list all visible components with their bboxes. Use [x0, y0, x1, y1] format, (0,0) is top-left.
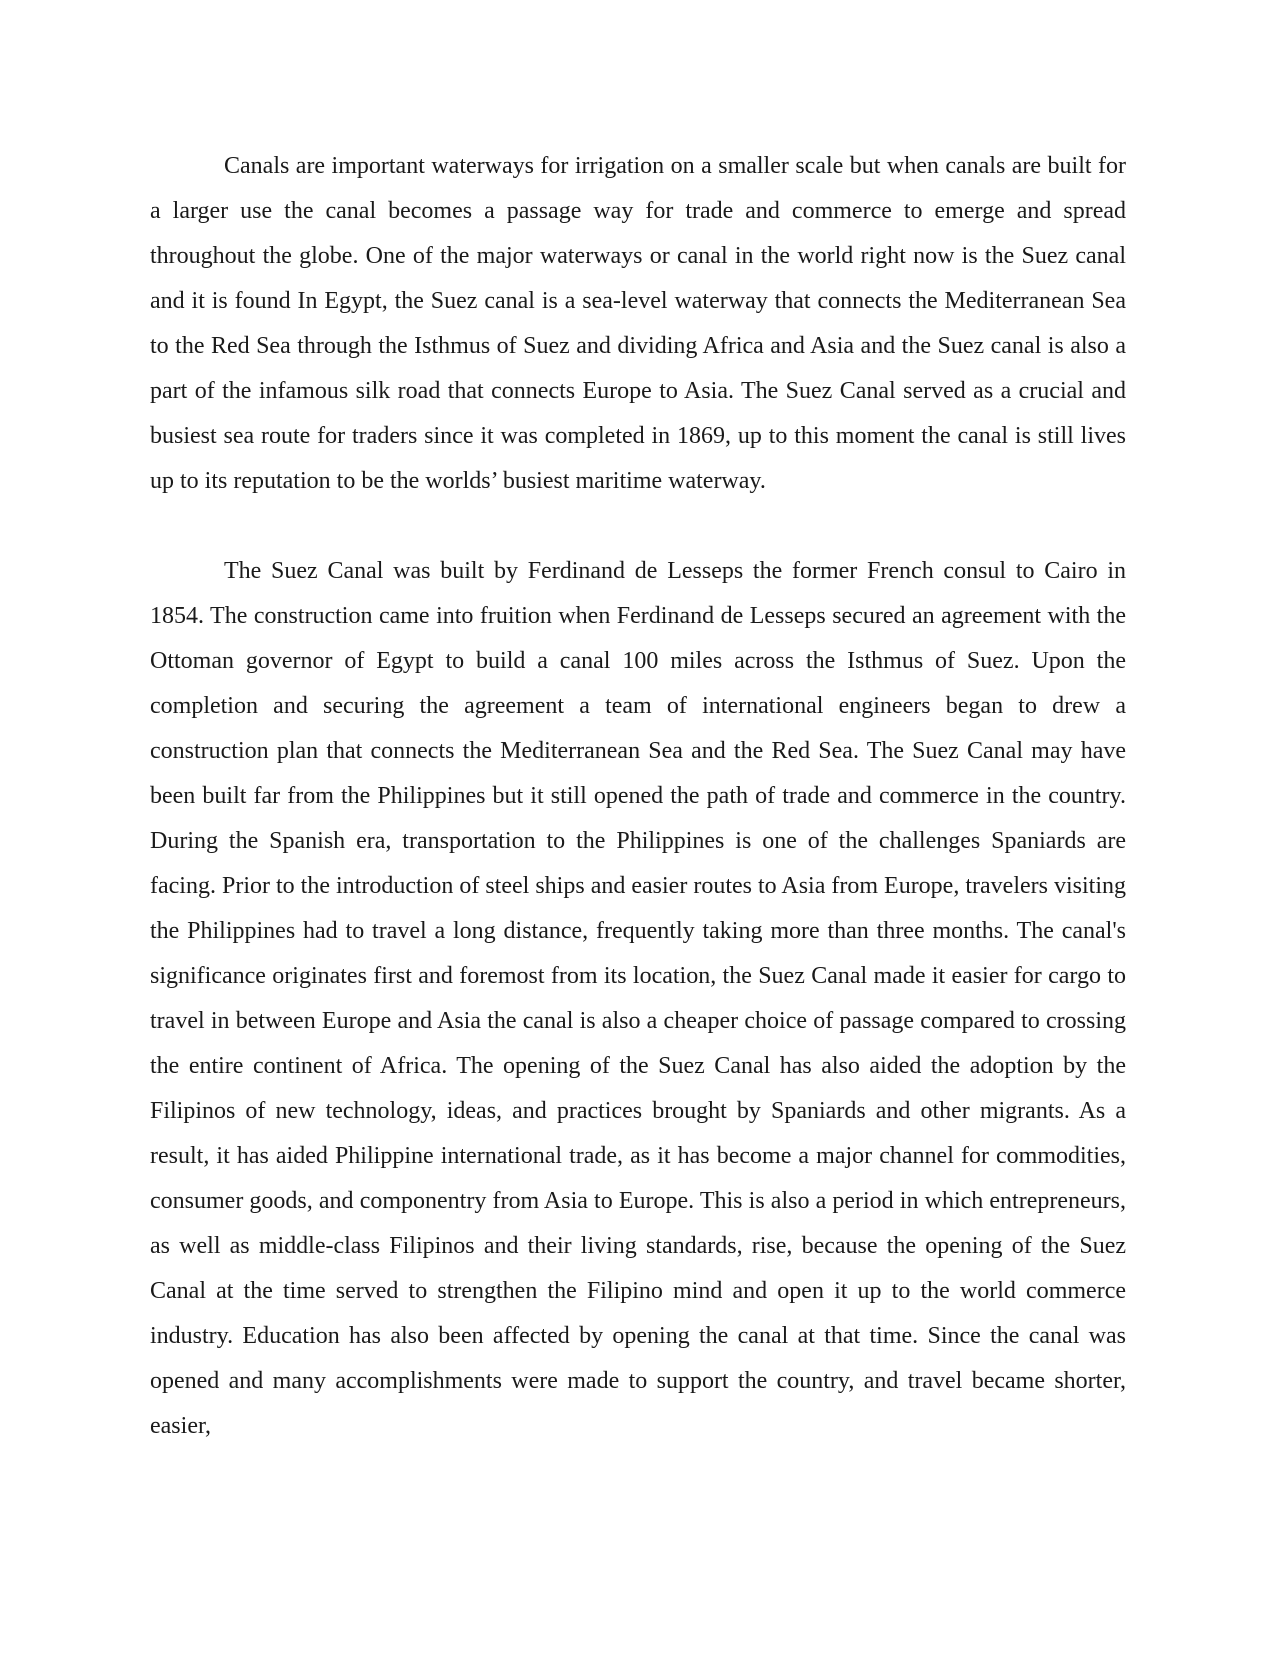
paragraph-suez-history: The Suez Canal was built by Ferdinand de Lesseps the former French consul to Cairo in 1854. The construction came into fruition when Ferdinand de Lesseps secured an agreement with the Ottoman governor of Egypt to build a canal 100 miles across the Isthmus of Suez. Upon the completion and securing the agreement a team of international engineers began to drew a construction plan that connects the Mediterranean Sea and the Red Sea. The Suez Canal may have been built far from the Philippines but it still opened the path of trade and commerce in the country. During the Spanish era, transportation to the Philippines is one of the challenges Spaniards are facing. Prior to the introduction of steel ships and easier routes to Asia from Europe, travelers visiting the Philippines had to travel a long distance, frequently taking more than three months. The canal's significance originates first and foremost from its location, the Suez Canal made it easier for cargo to travel in between Europe and Asia the canal is also a cheaper choice of passage compared to crossing the entire continent of Africa. The opening of the Suez Canal has also aided the adoption by the Filipinos of new technology, ideas, and practices brought by Spaniards and other migrants. As a result, it has aided Philippine international trade, as it has become a major channel for commodities, consumer goods, and componentry from Asia to Europe. This is also a period in which entrepreneurs, as well as middle-class Filipinos and their living standards, rise, because the opening of the Suez Canal at the time served to strengthen the Filipino mind and open it up to the world commerce industry. Education has also been affected by opening the canal at that time. Since the canal was opened and many accomplishments were made to support the country, and travel became shorter, easier, — [150, 558, 1126, 1439]
paragraph-suez-overview: Canals are important waterways for irrigation on a smaller scale but when canals are built for a larger use the canal becomes a passage way for trade and commerce to emerge and spread throughout the globe. One of the major waterways or canal in the world right now is the Suez canal and it is found In Egypt, the Suez canal is a sea-level waterway that connects the Mediterranean Sea to the Red Sea through the Isthmus of Suez and dividing Africa and Asia and the Suez canal is also a part of the infamous silk road that connects Europe to Asia. The Suez Canal served as a crucial and busiest sea route for traders since it was completed in 1869, up to this moment the canal is still lives up to its reputation to be the worlds’ busiest maritime waterway. — [150, 153, 1126, 494]
document-body — [150, 144, 1126, 1449]
